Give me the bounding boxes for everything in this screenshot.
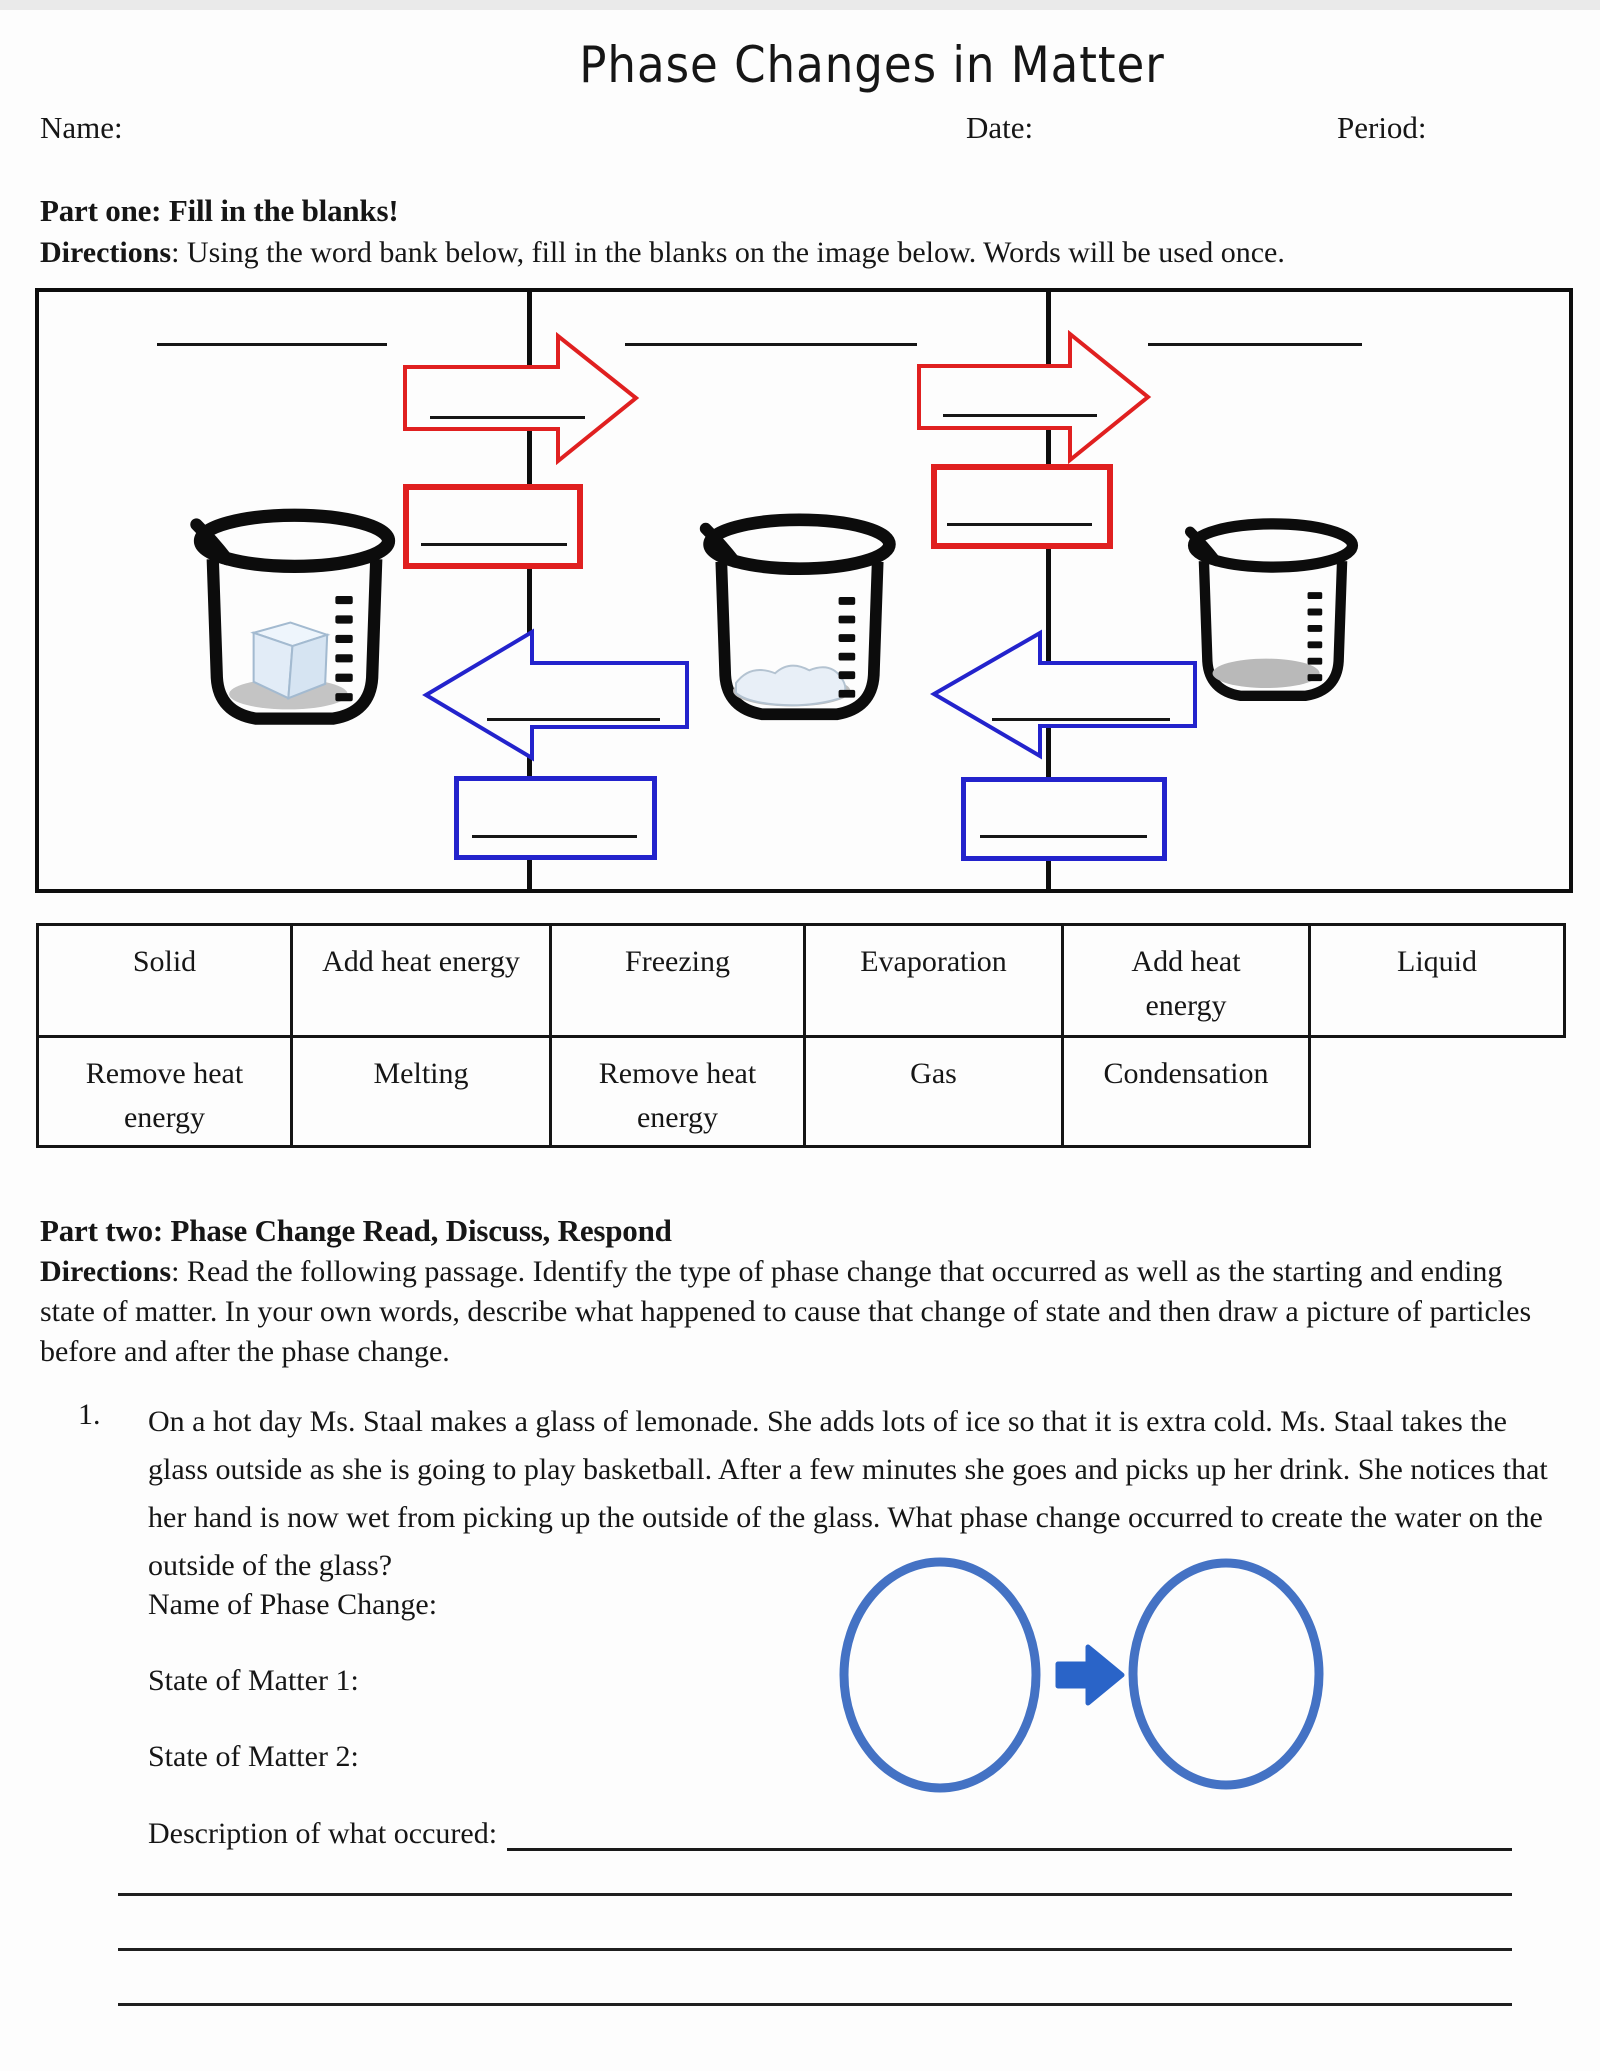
date-label: Date:: [966, 110, 1034, 145]
word-bank-cell: Add heat energy: [1063, 925, 1310, 1037]
blue-outline-arrow-left-1: [422, 628, 690, 762]
word-bank-cell: Remove heat energy: [38, 1037, 292, 1147]
name-label: Name:: [40, 110, 123, 145]
energy-blank-blue-2[interactable]: [980, 835, 1147, 838]
energy-box-blue-1: [454, 776, 657, 860]
energy-blank-red-2[interactable]: [947, 523, 1092, 526]
process-blank-arrow-2[interactable]: [943, 414, 1097, 417]
description-row: [148, 1812, 1512, 1851]
directions-word: Directions: [40, 1255, 172, 1288]
word-bank-cell: Melting: [292, 1037, 551, 1147]
question-text: On a hot day Ms. Staal makes a glass of lemonade. She adds lots of ice so that it is extra cold. Ms. Staal takes the glass outside as she is going to play basketball. After a few minutes she goes and picks up her drink. She notices that her hand is now wet from picking up the outside of the glass. What phase change occurred to create the water on the outside of the glass?: [148, 1405, 1548, 1582]
state-of-matter-2-label: State of Matter 2:: [148, 1740, 359, 1773]
energy-blank-blue-1[interactable]: [472, 835, 637, 838]
particle-circle-after[interactable]: [1133, 1563, 1319, 1785]
red-outline-arrow-right-2: [916, 330, 1152, 464]
page-title: Phase Changes in Matter: [579, 36, 1165, 95]
scan-edge-artifact: [0, 0, 1600, 10]
state-label-blank-right[interactable]: [1148, 343, 1362, 346]
answer-line-1[interactable]: [118, 1893, 1512, 1896]
question-number: 1.: [78, 1398, 101, 1431]
word-bank-cell: Condensation: [1063, 1037, 1310, 1147]
description-label: Description of what occured:: [148, 1817, 498, 1850]
blue-solid-arrow-right-icon: [1058, 1647, 1122, 1703]
beaker-with-ice-icon: [182, 502, 407, 737]
process-blank-arrow-1[interactable]: [430, 416, 585, 419]
word-bank-empty-cell: [1310, 1037, 1565, 1147]
word-bank-cell: Liquid: [1310, 925, 1565, 1037]
energy-blank-red-1[interactable]: [421, 543, 567, 546]
part-two-directions: Directions: Read the following passage. Identify the type of phase change that occurred as well as the starting and ending state of matter. In your own words, describe what happened to cause that change of state and then draw a picture of particles before and after the phase change.: [40, 1255, 1532, 1368]
description-answer-line[interactable]: [507, 1812, 1512, 1851]
state-label-blank-left[interactable]: [157, 343, 387, 346]
state-label-blank-middle[interactable]: [625, 343, 917, 346]
energy-box-red-1: [403, 484, 583, 569]
word-bank-cell: Freezing: [551, 925, 805, 1037]
part-two-heading: Part two: Phase Change Read, Discuss, Respond: [40, 1213, 672, 1248]
blue-outline-arrow-left-2: [930, 629, 1198, 760]
directions-word: Directions: [40, 236, 172, 269]
energy-box-blue-2: [961, 777, 1167, 861]
red-outline-arrow-right-1: [402, 332, 640, 465]
phase-change-name-label: Name of Phase Change:: [148, 1588, 438, 1621]
process-blank-arrow-3[interactable]: [487, 718, 660, 721]
part-one-heading: Part one: Fill in the blanks!: [40, 193, 399, 228]
word-bank-cell: Remove heat energy: [551, 1037, 805, 1147]
part-one-directions: Directions: Using the word bank below, fill in the blanks on the image below. Words will be used once.: [40, 236, 1285, 269]
state-of-matter-1-label: State of Matter 1:: [148, 1664, 359, 1697]
particle-drawing-area: [830, 1548, 1340, 1808]
answer-line-2[interactable]: [118, 1948, 1512, 1951]
beaker-empty-residue-icon: [1178, 502, 1368, 722]
word-bank-cell: Add heat energy: [292, 925, 551, 1037]
word-bank-table: [36, 923, 1566, 1148]
phase-change-diagram: [35, 288, 1573, 893]
beaker-with-liquid-icon: [692, 497, 907, 742]
period-label: Period:: [1337, 110, 1427, 145]
word-bank-cell: Solid: [38, 925, 292, 1037]
energy-box-red-2: [931, 464, 1113, 549]
particle-circle-before[interactable]: [844, 1562, 1036, 1788]
process-blank-arrow-4[interactable]: [992, 718, 1170, 721]
answer-line-3[interactable]: [118, 2003, 1512, 2006]
word-bank-cell: Evaporation: [805, 925, 1063, 1037]
word-bank-cell: Gas: [805, 1037, 1063, 1147]
